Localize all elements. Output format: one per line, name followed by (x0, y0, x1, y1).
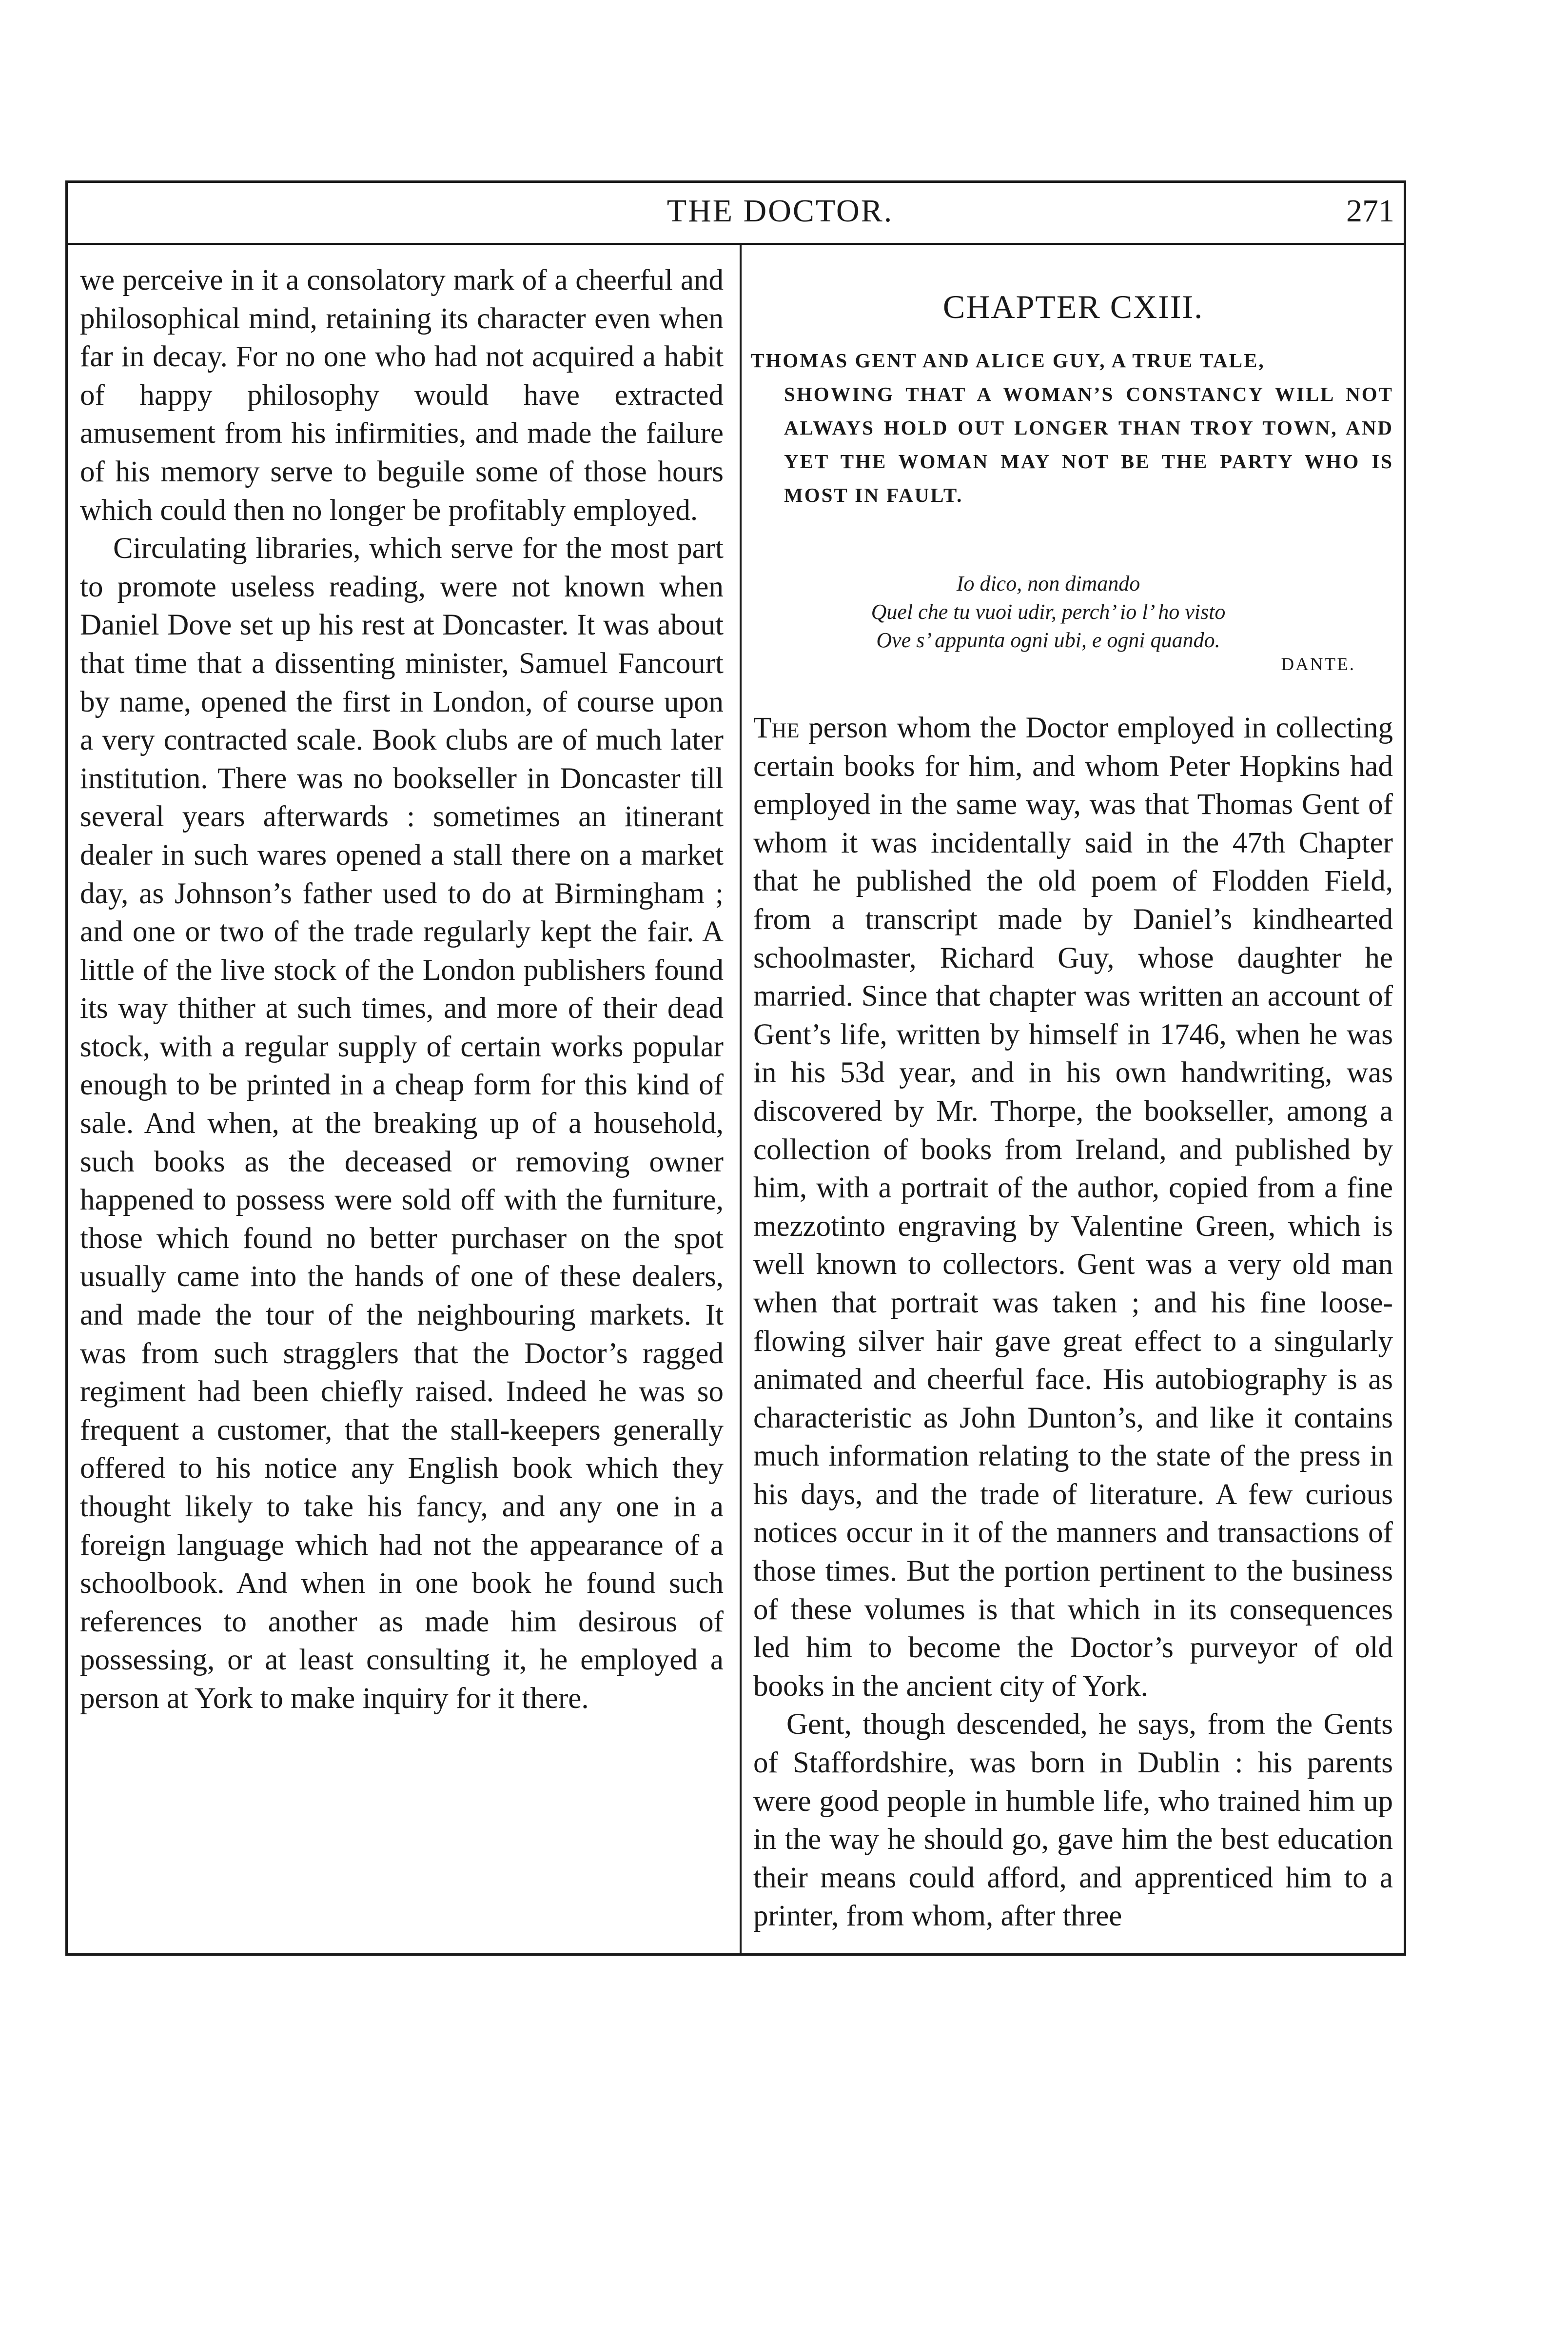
left-paragraph-2: Circulating libraries, which serve for the most part to promote useless reading, were not known when Daniel Dove set up his rest at Doncaster. It was about that time that a dissenting minister, Samuel Fancourt by name, opened the first in London, of course upon a very contracted scale. Book clubs are of much later institution. There was no bookseller in Doncaster till several years afterwards : sometimes an itinerant dealer in such wares opened a stall there on a market day, as Johnson’s father used to do at Birmingham ; and one or two of the trade regularly kept the fair. A little of the live stock of the London publishers found its way thither at such times, and more of their dead stock, with a regular supply of certain works popular enough to be printed in a cheap form for this kind of sale. And when, at the breaking up of a household, such books as the deceased or removing owner happened to possess were sold off with the furniture, those which found no better purchaser on the spot usually came into the hands of one of these dealers, and made the tour of the neighbouring markets. It was from such stragglers that the Doctor’s ragged regiment had been chiefly raised. Indeed he was so frequent a customer, that the stall-keepers generally offered to his notice any English book which they thought likely to take his fancy, and any one in a foreign language which had not the appearance of a schoolbook. And when in one book he found such references to another as made him desirous of possessing, or at least consulting it, he employed a person at York to make inquiry for it there. (80, 532, 724, 1715)
epigraph-line-2: Quel che tu vuoi udir, perch’ io l’ ho visto (871, 600, 1226, 624)
right-column (753, 709, 1393, 1936)
epigraph-attribution: DANTE. (1281, 655, 1355, 675)
chapter-title: CHAPTER CXIII. (942, 288, 1204, 325)
epigraph (804, 570, 1292, 655)
running-title: THE DOCTOR. (666, 193, 894, 229)
epigraph-line-3: Ove s’ appunta ogni ubi, e ogni quando. (876, 628, 1220, 652)
right-paragraph-1 (753, 709, 1393, 1706)
left-column (80, 261, 724, 1718)
header-rule (65, 243, 1406, 245)
chapter-subtitle-rest: SHOWING THAT A WOMAN’S CONSTANCY WILL NOT ALWAYS HOLD OUT LONGER THAN TROY TOWN, AND YET THE WOMAN MAY NOT BE THE PARTY WHO IS MOST IN FAULT. (784, 383, 1393, 506)
right-paragraph-1-text: person whom the Doctor employed in collecting certain books for him, and whom Peter Hopkins had employed in the same way, was that Thomas Gent of whom it was incidentally said in the 47th Chapter that he published the old poem of Flodden Field, from a transcript made by Daniel’s kindhearted schoolmaster, Richard Guy, whose daughter he married. Since that chapter was written an account of Gent’s life, written by himself in 1746, when he was in his 53d year, and in his own handwriting, was discovered by Mr. Thorpe, the bookseller, among a collection of books from Ireland, and published by him, with a portrait of the author, copied from a fine mezzotinto engraving by Valentine Green, which is well known to collectors. Gent was a very old man when that portrait was taken ; and his fine loose-flowing silver hair gave great effect to a singularly animated and cheerful face. His autobiography is as characteristic as John Dunton’s, and like it contains much information relating to the state of the press in his days, and the trade of literature. A few curious notices occur in it of the manners and transactions of those times. But the portion pertinent to the business of these volumes is that which in its consequences led him to become the Doctor’s purveyor of old books in the ancient city of York. (753, 712, 1393, 1703)
page-number: 271 (1346, 193, 1394, 229)
epigraph-line-1: Io dico, non dimando (956, 572, 1140, 595)
column-divider (740, 243, 742, 1956)
chapter-subtitle-first-line: THOMAS GENT AND ALICE GUY, A TRUE TALE, (751, 349, 1265, 372)
chapter-subtitle (751, 344, 1393, 512)
lead-word: The (753, 712, 800, 744)
left-paragraph-1: we perceive in it a consolatory mark of a cheerful and philosophical mind, retaining its character even when far in decay. For no one who had not acquired a habit of happy philosophy would have extracted amusement from his infirmities, and made the failure of his memory serve to beguile some of those hours which could then no longer be profitably employed. (80, 264, 724, 527)
right-paragraph-2: Gent, though descended, he says, from the Gents of Staffordshire, was born in Dublin : his parents were good people in humble life, who trained him up in the way he should go, gave him the best education their means could afford, and apprenticed him to a printer, from whom, after three (753, 1708, 1393, 1933)
